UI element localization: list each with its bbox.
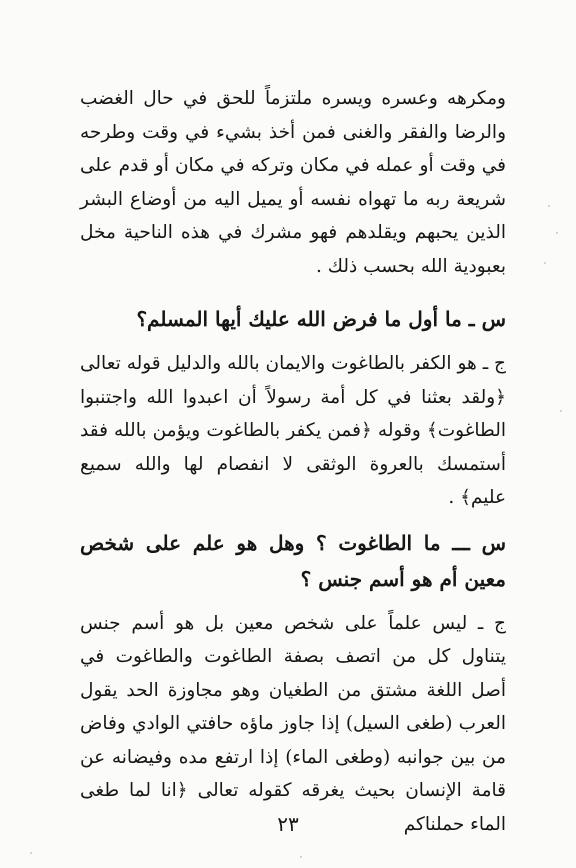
answer-paragraph-2: ج ـ ليس علماً على شخص معين بل هو أسم جنس يتناول كل من اتصف بصفة الطاغوت والطاغوت في أصل اللغة مشتق من الطغيان وهو مجاوزة الحد يقول العرب (طغى السيل) إذا جاوز ماؤه حافتي الوادي وفاض من بين جوانبه (وطغى الماء) إذا ارتفع مده وفيضانه عن قامة الإنسان بحيث يغرقه كقوله تعالى ﴿انا لما طغى الماء حملناكم [80, 612, 506, 835]
paragraph-continuation: ومكرهه وعسره ويسره ملتزماً للحق في حال الغضب والرضا والفقر والغنى فمن أخذ بشيء في وقت وطرحه في وقت أو عمله في مكان وتركه في مكان أو قدم على شريعة ربه ما تهواه نفسه أو يميل اليه من أوضاع البشر الذين يحبهم ويقلدهم فهو مشرك في هذه الناحية مخل بعبودية الله بحسب ذلك . [80, 88, 506, 277]
answer-paragraph-1: ج ـ هو الكفر بالطاغوت والايمان بالله والدليل قوله تعالى ﴿ولقد بعثنا في كل أمة رسولاً أن اعبدوا الله واجتنبوا الطاغوت﴾ وقوله ﴿فمن يكفر بالطاغوت ويؤمن بالله فقد أستمسك بالعروة الوثقى لا انفصام لها والله سميع عليم﴾ . [80, 353, 506, 508]
scan-speck [548, 205, 550, 207]
spacer [80, 283, 506, 301]
spacer [80, 337, 506, 347]
scan-speck [30, 852, 32, 854]
page-number: ٢٣ [277, 812, 299, 836]
question-heading-1: س ـ ما أول ما فرض الله عليك أيها المسلم؟ [136, 307, 506, 331]
scan-speck [556, 232, 558, 234]
question-heading-2: س ـــ ما الطاغوت ؟ وهل هو علم على شخص معين أم هو أسم جنس ؟ [80, 530, 506, 591]
scan-speck [544, 262, 546, 264]
scan-speck [300, 856, 302, 858]
page-content [80, 82, 506, 841]
spacer [80, 515, 506, 525]
spacer [80, 597, 506, 607]
scan-speck [560, 410, 562, 412]
